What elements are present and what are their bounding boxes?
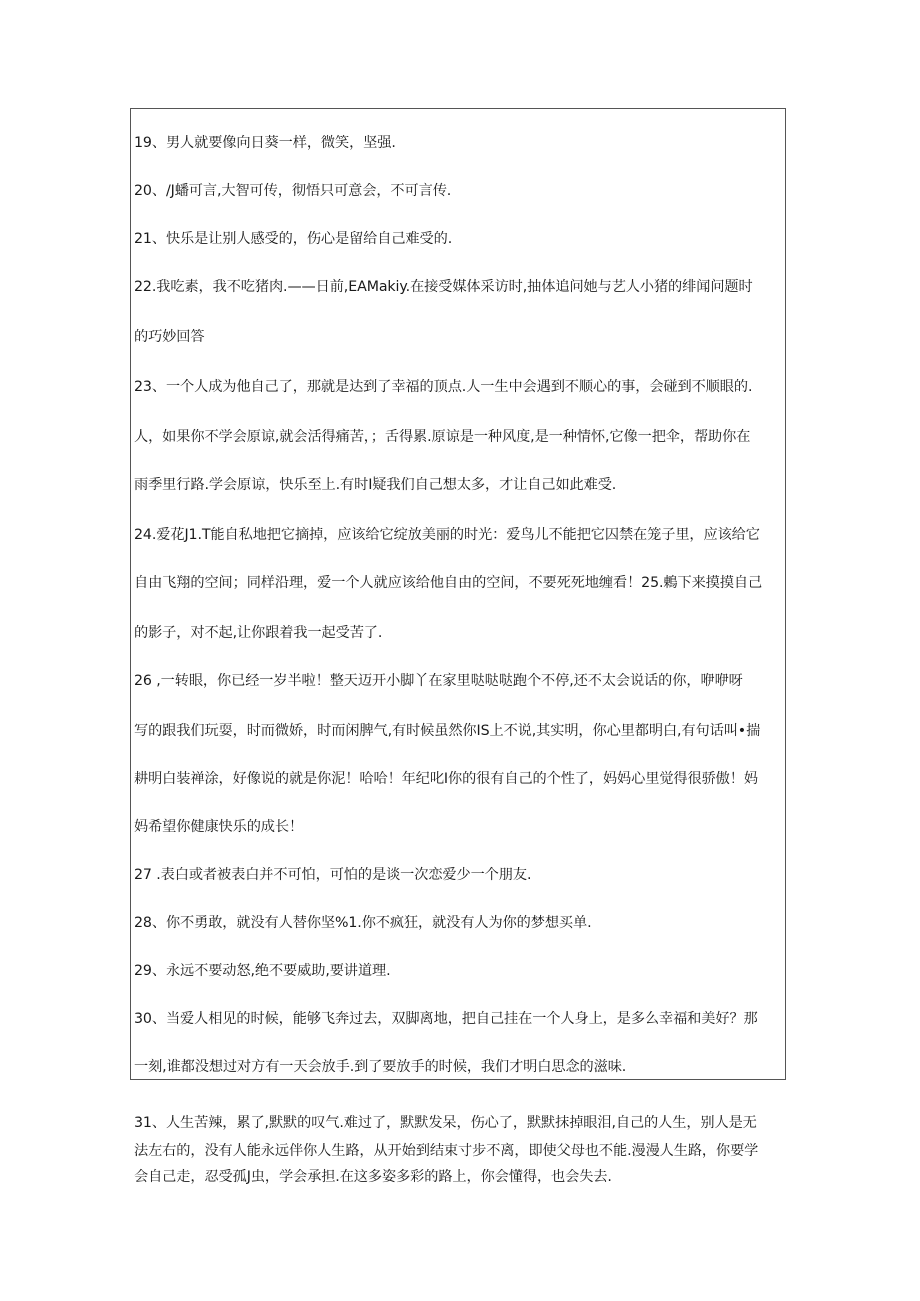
quote-27: 27 .表白或者被表白并不可怕，可怕的是谈一次恋爱少一个朋友.: [134, 867, 532, 883]
quote-31-line-1: 31、人生苦辣，累了,默默的叹气.难过了，默默发呆，伤心了，默默抹掉眼泪,自己的人生，别人是无: [134, 1115, 757, 1131]
quote-30-line-1: 30、当爱人相见的时候，能够飞奔过去，双脚离地，把自己挂在一个人身上，是多么幸福和美好？那: [134, 1011, 758, 1027]
quote-26-line-1: 26 ,一转眼，你已经一岁半啦！整天迈开小脚丫在家里哒哒哒跑个不停,还不太会说话的你，咿咿呀: [134, 673, 743, 689]
quote-23-line-1: 23、一个人成为他自己了，那就是达到了幸福的顶点.人一生中会遇到不顺心的事，会碰到不顺眼的.: [134, 379, 753, 395]
quote-table-border: [130, 108, 786, 1080]
quote-26-line-2: 写的跟我们玩耍，时而微娇，时而闲脾气,有时候虽然你IS上不说,其实明，你心里都明白,有句话叫•揣: [134, 723, 761, 739]
quote-31-line-2: 法左右的，没有人能永远伴你人生路，从开始到结束寸步不离，即使父母也不能.漫漫人生路，你要学: [134, 1143, 759, 1159]
quote-26-line-4: 妈希望你健康快乐的成长！: [134, 819, 304, 835]
quote-19: 19、男人就要像向日葵一样，微笑，坚强.: [134, 135, 396, 151]
quote-20: 20、/J蟠可言,大智可传，彻悟只可意会，不可言传.: [134, 183, 452, 199]
quote-24-line-1: 24.爱花J1.T能自私地把它摘掉，应该给它绽放美丽的时光：爱鸟儿不能把它囚禁在笼子里，应该给它: [134, 527, 760, 543]
quote-30-line-2: 一刻,谁都没想过对方有一天会放手.到了要放手的时候，我们才明白思念的滋味.: [134, 1059, 627, 1075]
quote-31-line-3: 会自己走，忍受孤J虫，学会承担.在这多姿多彩的路上，你会懂得，也会失去.: [134, 1169, 612, 1185]
quote-22-line-1: 22.我吃素，我不吃猪肉.——日前,EAMakiy.在接受媒体采访时,抽体追问她与艺人小猪的绯闻问题时: [134, 279, 753, 295]
quote-28: 28、你不勇敢，就没有人替你坚%1.你不疯狂，就没有人为你的梦想买单.: [134, 915, 592, 931]
quote-21: 21、快乐是让别人感受的，伤心是留给自己难受的.: [134, 231, 453, 247]
quote-24-line-3: 的影子，对不起,让你跟着我一起受苦了.: [134, 625, 383, 641]
quote-26-line-3: 耕明白装禅涂，好像说的就是你泥！哈哈！年纪叱I你的很有自己的个性了，妈妈心里觉得很骄傲！妈: [134, 771, 758, 787]
quote-24-line-2: 自由飞翔的空间；同样沿理，爱一个人就应该给他自由的空间，不要死死地缠看！25.鶇下来摸摸自己: [134, 575, 763, 591]
quote-23-line-3: 雨季里行路.学会原谅，快乐至上.有时I疑我们自己想太多，才让自己如此难受.: [134, 477, 617, 493]
quote-23-line-2: 人，如果你不学会原谅,就会活得痛苦，；舌得累.原谅是一种风度,是一种情怀,它像一把伞，帮助你在: [134, 429, 751, 445]
quote-22-line-2: 的巧妙回答: [134, 329, 205, 345]
quote-29: 29、永远不要动怒,绝不要威助,要讲道理.: [134, 963, 391, 979]
